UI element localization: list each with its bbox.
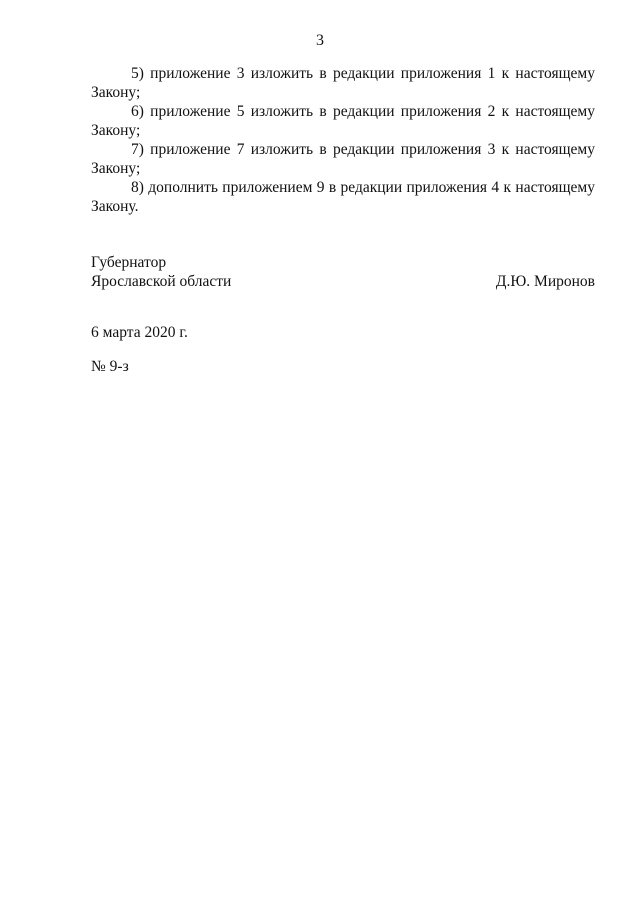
amendment-item-6: 6) приложение 5 изложить в редакции приложения 2 к настоящему Закону; (91, 103, 595, 139)
document-number: № 9-з (91, 358, 129, 375)
signer-region: Ярославской области (91, 273, 232, 290)
signature-block (91, 253, 595, 291)
signer-position: Губернатор (91, 254, 167, 271)
amendment-item-5: 5) приложение 3 изложить в редакции приложения 1 к настоящему Закону; (91, 65, 595, 101)
amendment-list (91, 64, 595, 216)
page-number: 3 (316, 32, 324, 49)
signer-name: Д.Ю. Миронов (495, 273, 595, 290)
amendment-item-7: 7) приложение 7 изложить в редакции приложения 3 к настоящему Закону; (91, 141, 595, 177)
document-date: 6 марта 2020 г. (91, 324, 188, 341)
signature-title-row (91, 253, 595, 272)
signature-name-row (91, 272, 595, 291)
amendment-item-8: 8) дополнить приложением 9 в редакции приложения 4 к настоящему Закону. (91, 179, 595, 215)
